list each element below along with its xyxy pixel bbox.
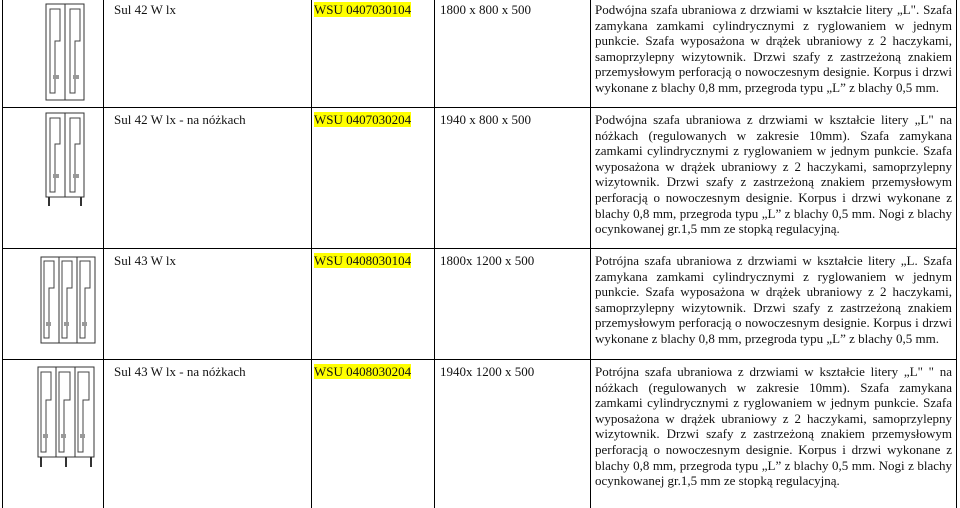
table-row-description: Potrójna szafa ubraniowa z drzwiami w kształcie litery „L. Szafa zamykana zamkami cylindrycznymi z ryglowaniem w jednym punkcie. Szafa wyposażona w drążek ubraniowy z 2 haczykami, samoprzylepny wizytownik. Drzwi szafy z zastrzeżoną znakiem przemysłowym perforacją o nowoczesnym designie. Korpus i drzwi wykonane z blachy 0,8 mm, przegroda typu „L” z blachy 0,5 mm. xyxy=(595,253,952,346)
table-border-right xyxy=(956,0,957,508)
table-border-left xyxy=(2,0,3,508)
row-divider xyxy=(2,248,957,249)
table-row-description: Podwójna szafa ubraniowa z drzwiami w kształcie litery „L". Szafa zamykana zamkami cylindrycznymi z ryglowaniem w jednym punkcie. Szafa wyposażona w drążek ubraniowy z 2 haczykami, samoprzylepny wizytownik. Drzwi szafy z zastrzeżoną znakiem przemysłowym perforacją o nowoczesnym designie. Korpus i drzwi wykonane z blachy 0,8 mm, przegroda typu „L” z blachy 0,5 mm. xyxy=(595,2,952,95)
table-row-dims: 1940x 1200 x 500 xyxy=(440,364,535,379)
column-divider xyxy=(103,0,104,508)
table-row-name: Sul 42 W lx - na nóżkach xyxy=(114,112,246,127)
table-row-dims: 1800x 1200 x 500 xyxy=(440,253,535,268)
wardrobe-2-door-image xyxy=(45,3,85,107)
product-code: WSU 0407030104 xyxy=(314,2,412,17)
wardrobe-2-door-legs-image xyxy=(45,112,85,212)
table-row-code-cell xyxy=(314,253,432,269)
table-row-dims: 1800 x 800 x 500 xyxy=(440,2,531,17)
column-divider xyxy=(311,0,312,508)
table-row-name: Sul 43 W lx - na nóżkach xyxy=(114,364,246,379)
wardrobe-3-door-legs-image xyxy=(34,366,100,474)
table-row-code-cell xyxy=(314,2,432,18)
table-row-name: Sul 43 W lx xyxy=(114,253,177,268)
product-code: WSU 0407030204 xyxy=(314,112,412,127)
table-row-dims: 1940 x 800 x 500 xyxy=(440,112,531,127)
product-code: WSU 0408030204 xyxy=(314,364,412,379)
row-divider xyxy=(2,359,957,360)
table-row-description: Potrójna szafa ubraniowa z drzwiami w kształcie litery „L" " na nóżkach (regulowanych w zakresie 10mm). Szafa zamykana zamkami cylindrycznymi z ryglowaniem w jednym punkcie. Szafa wyposażona w drążek ubraniowy z 2 haczykami, samoprzylepny wizytownik. Drzwi szafy z zastrzeżoną znakiem przemysłowym perforacją o nowoczesnym designie. Korpus i drzwi wykonane z blachy 0,8 mm, przegroda typu „L” z blachy 0,5 mm. Nogi z blachy ocynkowanej gr.1,5 mm ze stopką regulacyjną. xyxy=(595,364,952,489)
wardrobe-3-door-image xyxy=(40,256,96,350)
row-divider xyxy=(2,107,957,108)
table-row-code-cell xyxy=(314,112,432,128)
table-row-description: Podwójna szafa ubraniowa z drzwiami w kształcie litery „L" na nóżkach (regulowanych w zakresie 10mm). Szafa zamykana zamkami cylindrycznymi z ryglowaniem w jednym punkcie. Szafa wyposażona w drążek ubraniowy z 2 haczykami, samoprzylepny wizytownik. Drzwi szafy z zastrzeżoną znakiem przemysłowym perforacją o nowoczesnym designie. Korpus i drzwi wykonane z blachy 0,8 mm, przegroda typu „L” z blachy 0,5 mm. Nogi z blachy ocynkowanej gr.1,5 mm ze stopką regulacyjną. xyxy=(595,112,952,237)
table-row-code-cell xyxy=(314,364,432,380)
product-code: WSU 0408030104 xyxy=(314,253,412,268)
column-divider xyxy=(590,0,591,508)
column-divider xyxy=(434,0,435,508)
table-row-name: Sul 42 W lx xyxy=(114,2,177,17)
